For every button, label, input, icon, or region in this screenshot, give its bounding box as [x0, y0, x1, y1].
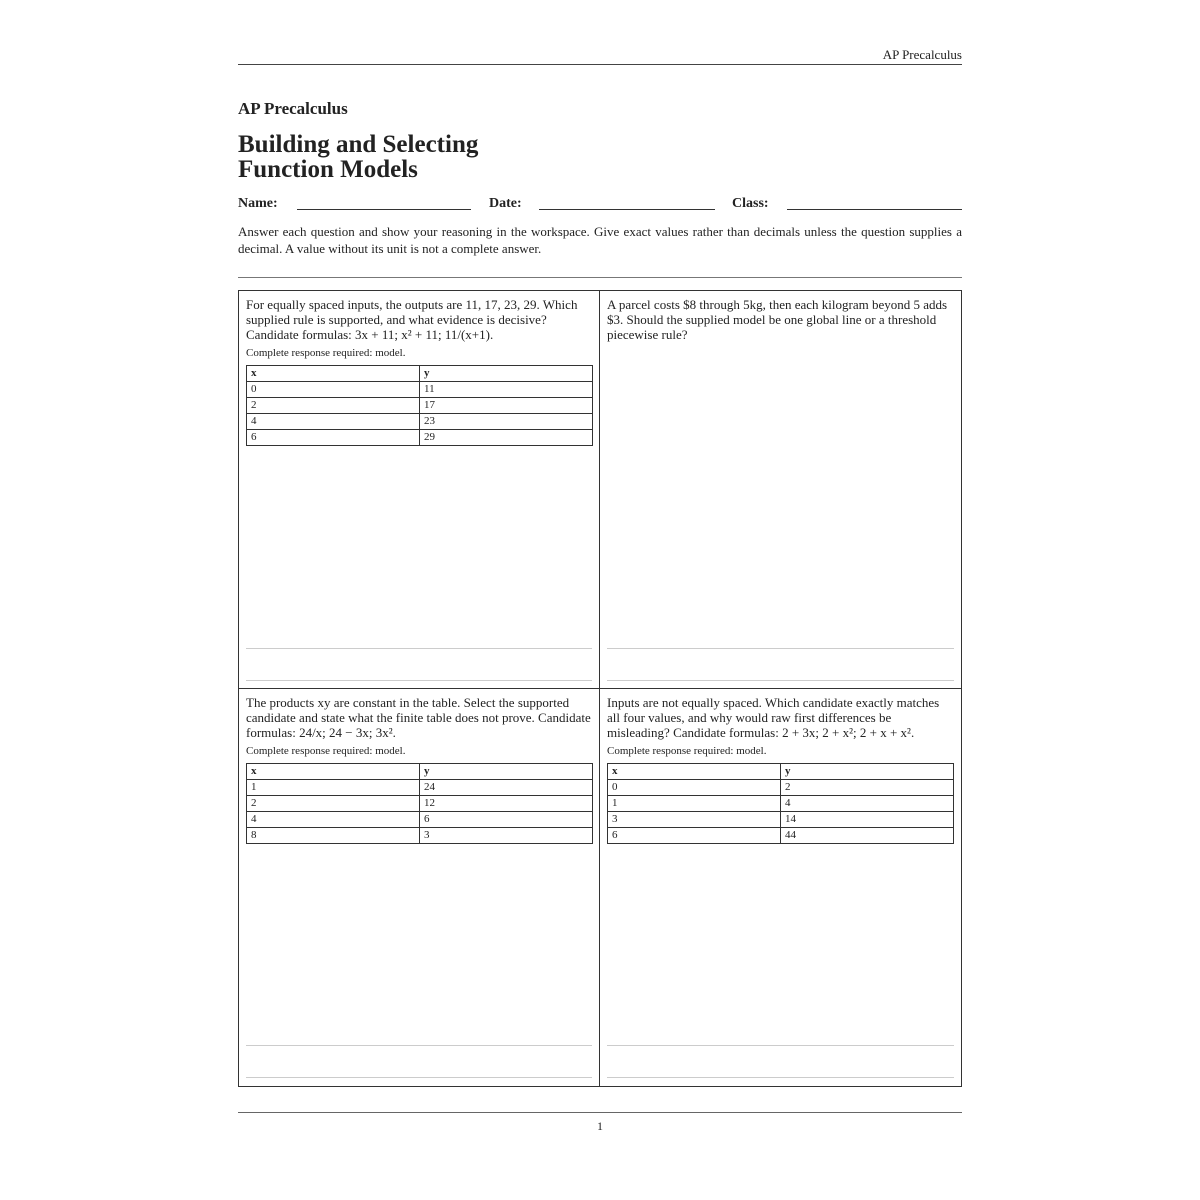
name-label: Name:: [238, 196, 278, 211]
question-4: [600, 689, 961, 1086]
table-cell: 4: [247, 414, 420, 430]
table-row: [608, 812, 954, 828]
running-header: AP Precalculus: [882, 47, 962, 62]
table-row: [608, 828, 954, 844]
question-3-prompt: The products xy are constant in the table. Select the supported candidate and state what the finite table does not prove. Candidate formulas: 24/x; 24 − 3x; 3x².: [246, 695, 591, 740]
class-field[interactable]: [787, 209, 962, 210]
answer-line[interactable]: [246, 1045, 592, 1046]
course-name: AP Precalculus: [238, 99, 348, 118]
column-header-x: x: [247, 764, 420, 780]
question-4-requirement: Complete response required: model.: [607, 745, 767, 757]
question-4-prompt: Inputs are not equally spaced. Which candidate exactly matches all four values, and why would raw first differences be misleading? Candidate formulas: 2 + 3x; 2 + x²; 2 + x + x².: [607, 695, 940, 740]
table-cell: 44: [781, 828, 954, 844]
table-header-row: [608, 764, 954, 780]
worksheet-page: [238, 0, 962, 1200]
question-2-prompt: A parcel costs $8 through 5kg, then each kilogram beyond 5 adds $3. Should the supplied model be one global line or a threshold piecewise rule?: [607, 297, 948, 342]
table-row: [608, 796, 954, 812]
table-cell: 1: [608, 796, 781, 812]
page-number: 1: [597, 1119, 603, 1133]
page-title: Building and Selecting Function Models: [238, 131, 479, 183]
table-cell: 24: [420, 780, 593, 796]
table-cell: 4: [247, 812, 420, 828]
answer-line[interactable]: [607, 1077, 954, 1078]
class-label: Class:: [732, 196, 769, 211]
question-1-prompt: For equally spaced inputs, the outputs are 11, 17, 23, 29. Which supplied rule is supported, and what evidence is decisive? Candidate formulas: 3x + 11; x² + 11; 11/(x+1).: [246, 297, 578, 342]
date-label: Date:: [489, 196, 522, 211]
table-row: [247, 828, 593, 844]
table-cell: 0: [247, 382, 420, 398]
answer-line[interactable]: [246, 648, 592, 649]
question-3-table: [246, 763, 593, 844]
question-3-requirement: Complete response required: model.: [246, 745, 406, 757]
table-cell: 14: [781, 812, 954, 828]
student-info-fields: [238, 196, 962, 216]
table-cell: 17: [420, 398, 593, 414]
table-cell: 2: [247, 796, 420, 812]
column-header-y: y: [781, 764, 954, 780]
table-cell: 4: [781, 796, 954, 812]
instructions: Answer each question and show your reasoning in the workspace. Give exact values rather than decimals unless the question supplies a decimal. A value without its unit is not a complete answer.: [238, 224, 962, 256]
answer-line[interactable]: [607, 1045, 954, 1046]
column-header-y: y: [420, 764, 593, 780]
question-3: [239, 689, 600, 1086]
table-row: [608, 780, 954, 796]
section-rule: [238, 277, 962, 278]
answer-line[interactable]: [246, 680, 592, 681]
answer-line[interactable]: [246, 1077, 592, 1078]
table-cell: 2: [781, 780, 954, 796]
table-row: [247, 796, 593, 812]
date-field[interactable]: [539, 209, 715, 210]
column-header-y: y: [420, 366, 593, 382]
table-cell: 3: [420, 828, 593, 844]
question-2: [600, 291, 961, 689]
table-cell: 6: [608, 828, 781, 844]
column-header-x: x: [247, 366, 420, 382]
table-cell: 2: [247, 398, 420, 414]
table-cell: 6: [247, 430, 420, 446]
table-header-row: [247, 366, 593, 382]
question-1-requirement: Complete response required: model.: [246, 347, 406, 359]
footer-rule: [238, 1112, 962, 1113]
table-cell: 6: [420, 812, 593, 828]
table-cell: 3: [608, 812, 781, 828]
table-row: [247, 414, 593, 430]
table-cell: 0: [608, 780, 781, 796]
table-row: [247, 382, 593, 398]
table-row: [247, 398, 593, 414]
table-cell: 12: [420, 796, 593, 812]
table-cell: 8: [247, 828, 420, 844]
question-4-table: [607, 763, 954, 844]
table-row: [247, 430, 593, 446]
name-field[interactable]: [297, 209, 471, 210]
table-cell: 1: [247, 780, 420, 796]
question-grid: [238, 290, 962, 1087]
table-cell: 23: [420, 414, 593, 430]
header-rule: [238, 64, 962, 65]
column-header-x: x: [608, 764, 781, 780]
question-1-table: [246, 365, 593, 446]
question-1: [239, 291, 600, 689]
table-header-row: [247, 764, 593, 780]
table-row: [247, 780, 593, 796]
table-cell: 29: [420, 430, 593, 446]
answer-line[interactable]: [607, 648, 954, 649]
table-cell: 11: [420, 382, 593, 398]
table-row: [247, 812, 593, 828]
answer-line[interactable]: [607, 680, 954, 681]
